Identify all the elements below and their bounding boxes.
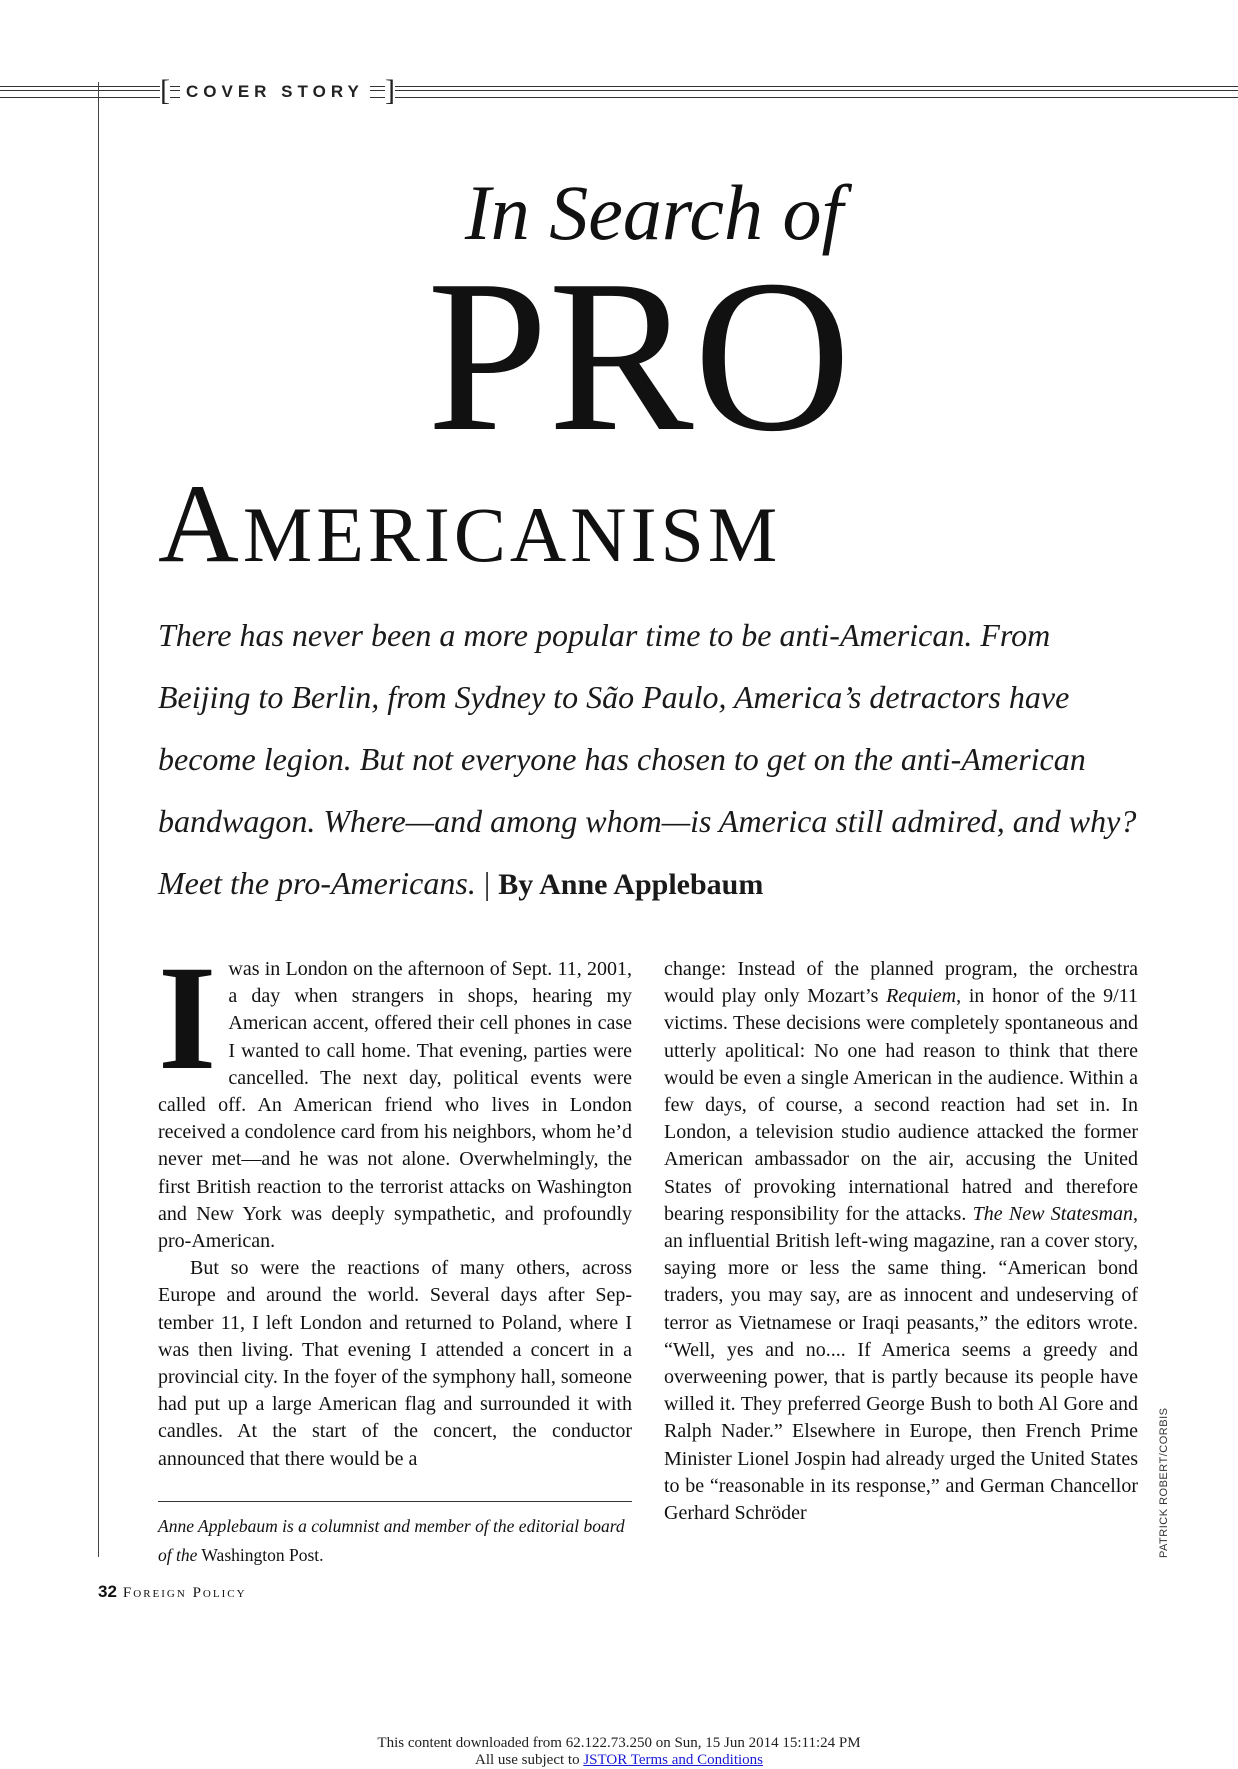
download-footer [0, 1735, 1238, 1769]
download-notice: This content downloaded from 62.122.73.250 on Sun, 15 Jun 2014 15:11:24 PM [377, 1735, 861, 1751]
title-line-2: PRO [426, 236, 852, 477]
terms-prefix: All use subject to [475, 1752, 584, 1768]
paragraph-2: But so were the reactions of many others, across Europe and around the world. Several days after September 11, I left London and returned to Poland, where I was then living. That evening I attended a concert in a provincial city. In the foyer of the symphony hall, someone had put up a large American flag and surrounded it with candles. At the start of the concert, the conductor announced that there would be a [158, 1257, 632, 1470]
dek-separator: | [483, 865, 491, 901]
title-line-1: In Search of [464, 169, 844, 256]
dek-text: There has never been a more popular time to be anti-American. From Beijing to Berlin, from Sydney to São Paulo, America’s detractors have become legion. But not everyone has chosen to get on the anti-American bandwagon. Where—and among whom—is America still admired, and why? Meet the pro-Americans. [158, 617, 1137, 901]
jstor-terms-link[interactable]: JSTOR Terms and Conditions [583, 1752, 763, 1768]
requiem-title: Requiem [886, 985, 957, 1008]
body-column-right [664, 956, 1138, 1527]
kicker-bracket-right: ] [385, 74, 395, 107]
author-note [158, 1512, 632, 1570]
paragraph-1-text: was in London on the afternoon of Sept. 11, 2001, a day when strangers in shops, hearing my American accent, offered their cell phones in case I wanted to call home. That evening, parties were cancelled. The next day, political events were called off. An American friend who lives in London received a condolence card from his neighbors, whom he’d never met—and he was not alone. Overwhelmingly, the first British reaction to the terrorist attacks on Washington and New York was deeply sympathetic, and profoundly pro-American. [158, 958, 632, 1253]
page-number: 32 [98, 1582, 117, 1601]
paragraph-3-text-c: , an influential British left-wing magazine, ran a cover story, saying more or less the same thing. “American bond traders, you may say, are as innocent and undeserving of terror as Vietnamese or Iraqi peasants,” the editors wrote. “Well, yes and no.... If America seems a greedy and overweening power, that is partly because its people have willed it. They preferred George Bush to both Al Gore and Ralph Nader.” Elsewhere in Europe, then French Prime Minister Lionel Jospin had already urged the United States to be “reasonable in its response,” and German Chancellor Gerhard Schröder [664, 1202, 1138, 1525]
title-line-3: Americanism [158, 462, 782, 586]
new-statesman-title: The New Statesman [972, 1202, 1133, 1225]
article-dek [158, 604, 1138, 916]
paragraph-3-text-a: change: Instead of the planned program, the orchestra would play only Mozart’s [664, 958, 1138, 1008]
body-column-left [158, 935, 632, 1473]
kicker-bracket-left: [ [160, 74, 170, 107]
photo-credit: PATRICK ROBERT/CORBIS [1158, 1407, 1170, 1558]
paragraph-1 [158, 935, 632, 1255]
paragraph-3-text-b: , in honor of the 9/11 victims. These decisions were completely spontaneous and utterly apolitical: No one had reason to think that there would be even a single American in the audience. Within a few days, of course, a second reaction had set in. In London, a television studio audience attacked the former American ambassador on the air, accusing the United States of provoking international hatred and therefore bearing responsibility for the attacks. [664, 985, 1138, 1225]
paragraph-3 [664, 956, 1138, 1527]
drop-cap: I [158, 935, 217, 1101]
byline: By Anne Applebaum [498, 868, 764, 901]
folio [98, 1582, 247, 1602]
publication-name: Foreign Policy [122, 1585, 247, 1601]
author-note-italic: Anne Applebaum is a columnist and member of the editorial board of the [158, 1516, 625, 1565]
author-note-publication: Washington Post. [197, 1545, 324, 1565]
section-kicker: COVER STORY [180, 82, 370, 102]
terms-notice [0, 1752, 1238, 1769]
author-note-rule [158, 1501, 632, 1502]
